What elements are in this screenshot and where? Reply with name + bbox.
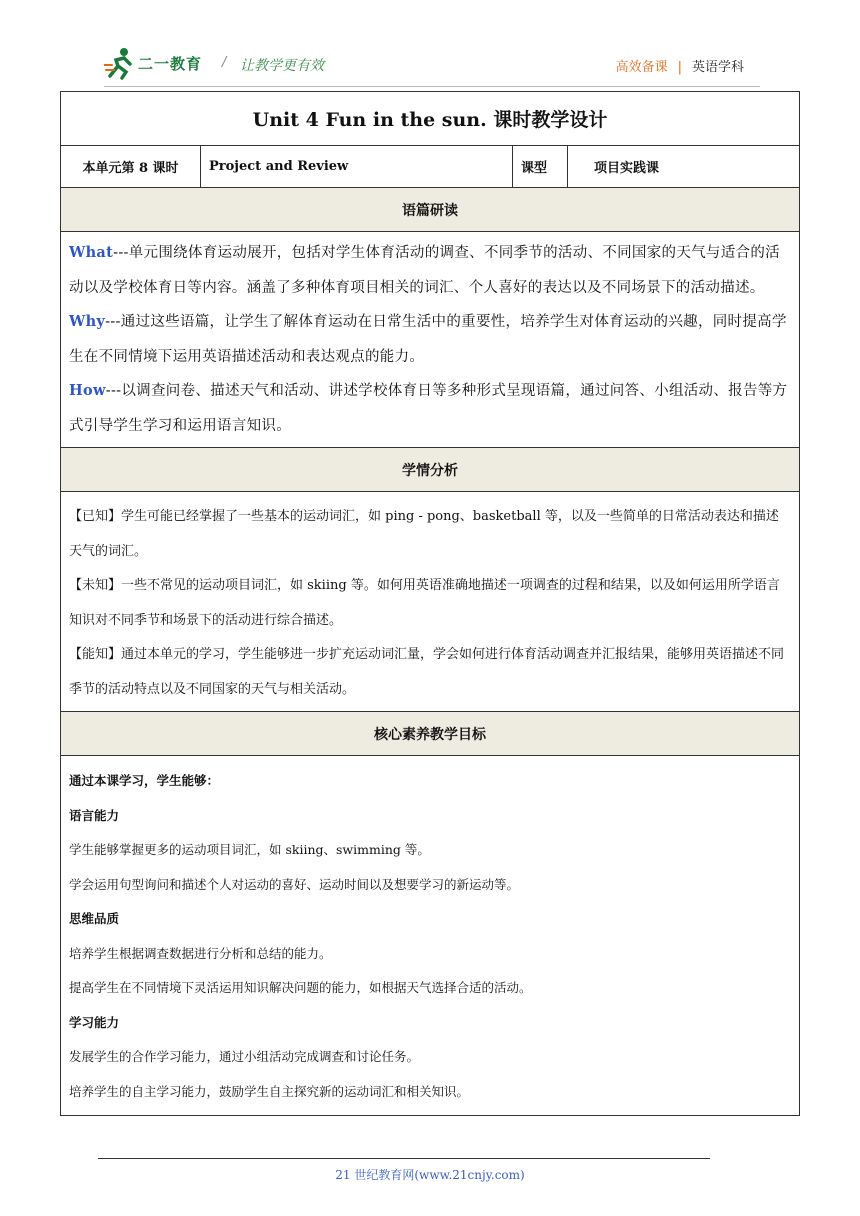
what-keyword: What — [69, 244, 114, 261]
slogan: 让教学更有效 — [240, 58, 324, 74]
page-title: Unit 4 Fun in the sun. 课时教学设计 — [61, 92, 799, 146]
what-paragraph — [69, 236, 791, 305]
language-ability-item: 学会运用句型询问和描述个人对运动的喜好、运动时间以及想要学习的新运动等。 — [69, 876, 520, 892]
thinking-quality-item: 提高学生在不同情境下灵活运用知识解决问题的能力，如根据天气选择合适的活动。 — [69, 980, 532, 995]
known-paragraph: 【已知】学生可能已经掌握了一些基本的运动词汇，如 ping - pong、basketball 等，以及一些简单的日常活动表达和描述天气的词汇。 — [69, 509, 779, 559]
language-ability-heading: 语言能力 — [69, 807, 120, 823]
section-heading-objectives: 核心素养教学目标 — [61, 712, 799, 756]
how-keyword: How — [69, 382, 106, 399]
section-heading-text-study: 语篇研读 — [61, 188, 799, 232]
header-rule — [104, 86, 760, 87]
learning-ability-item: 培养学生的自主学习能力，鼓励学生自主探究新的运动词汇和相关知识。 — [69, 1083, 470, 1099]
lesson-plan-table — [60, 91, 800, 1116]
header-divider: | — [677, 60, 682, 75]
lesson-type-value: 项目实践课 — [594, 161, 660, 176]
header-efficient-prep: 高效备课 — [615, 60, 668, 75]
footer-rule — [98, 1158, 710, 1159]
text-study-body — [61, 232, 799, 448]
why-text: ---通过这些语篇，让学生了解体育运动在日常生活中的重要性，培养学生对体育运动的兴趣，同时提高学生在不同情境下运用英语描述活动和表达观点的能力。 — [69, 314, 787, 365]
header-subject — [616, 56, 744, 75]
thinking-quality-heading: 思维品质 — [69, 911, 120, 926]
meta-row — [61, 146, 799, 188]
objectives-body — [61, 756, 799, 1115]
slogan-separator: / — [222, 55, 227, 70]
thinking-quality-item: 培养学生根据调查数据进行分析和总结的能力。 — [69, 945, 332, 961]
page-header — [0, 0, 860, 90]
unknown-paragraph: 【未知】一些不常见的运动项目词汇，如 skiing 等。如何用英语准确地描述一项调查的过程和结果，以及如何运用所学语言知识对不同季节和场景下的活动进行综合描述。 — [69, 578, 780, 628]
runner-icon — [104, 46, 136, 80]
header-subject-name: 英语学科 — [691, 60, 744, 75]
logo — [104, 46, 214, 80]
why-keyword: Why — [69, 313, 106, 330]
how-text: ---以调查问卷、描述天气和活动、讲述学校体育日等多种形式呈现语篇，通过问答、小组活动、报告等方式引导学生学习和运用语言知识。 — [69, 383, 788, 434]
able-paragraph: 【能知】通过本单元的学习，学生能够进一步扩充运动词汇量，学会如何进行体育活动调查并汇报结果，能够用英语描述不同季节的活动特点以及不同国家的天气与相关活动。 — [69, 647, 785, 697]
logo-text: 二一教育 — [138, 55, 203, 73]
objectives-intro: 通过本课学习，学生能够： — [69, 773, 220, 788]
language-ability-item: 学生能够掌握更多的运动项目词汇，如 skiing、swimming 等。 — [69, 842, 430, 857]
lesson-topic: Project and Review — [201, 146, 513, 187]
learning-ability-heading: 学习能力 — [69, 1014, 120, 1030]
learner-analysis-body — [61, 492, 799, 712]
how-paragraph — [69, 374, 791, 443]
section-heading-learner-analysis: 学情分析 — [61, 448, 799, 492]
learning-ability-item: 发展学生的合作学习能力，通过小组活动完成调查和讨论任务。 — [69, 1049, 420, 1064]
lesson-type-label: 课型 — [513, 146, 568, 187]
footer-link[interactable]: 21 世纪教育网(www.21cnjy.com) — [335, 1168, 525, 1182]
what-text: ---单元围绕体育运动展开，包括对学生体育活动的调查、不同季节的活动、不同国家的天气与适合的活动以及学校体育日等内容。涵盖了多种体育项目相关的词汇、个人喜好的表达以及不同场景下的活动描述。 — [69, 245, 780, 296]
lesson-number: 本单元第 8 课时 — [61, 146, 201, 187]
why-paragraph — [69, 305, 791, 374]
